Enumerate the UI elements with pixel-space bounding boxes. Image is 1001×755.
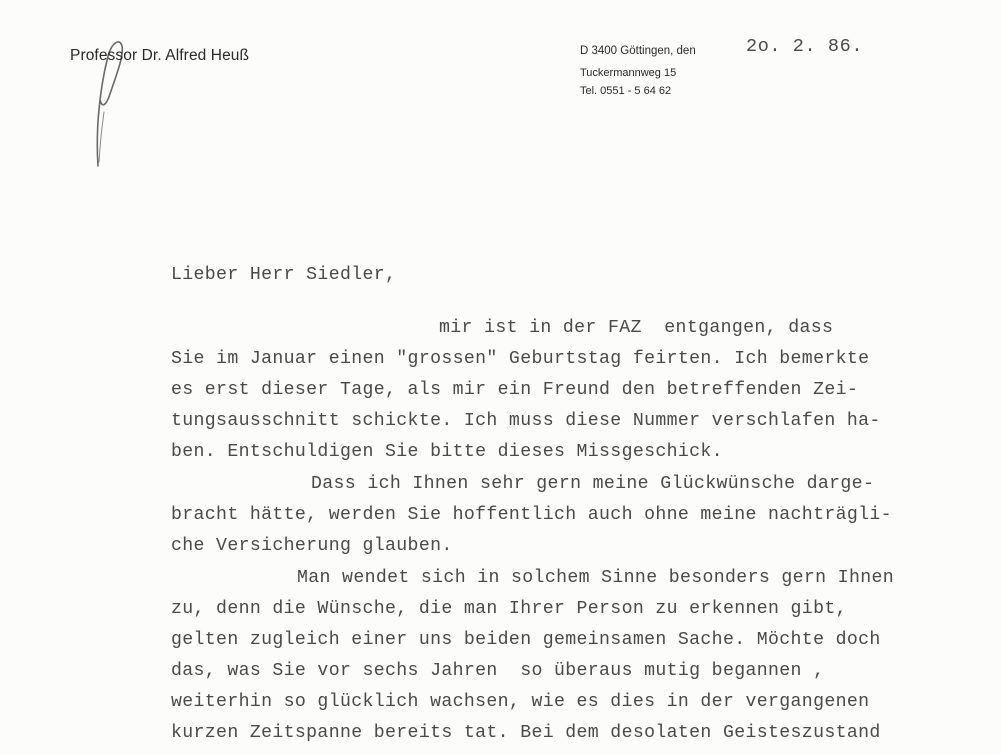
letterhead-city-line: D 3400 Göttingen, den <box>580 45 696 57</box>
letter-date: 2o. 2. 86. <box>746 36 864 57</box>
body-line: Sie im Januar einen "grossen" Geburtstag feirten. Ich bemerkte <box>171 349 870 369</box>
body-line: che Versicherung glauben. <box>171 536 453 556</box>
body-line: weiterhin so glücklich wachsen, wie es dies in der vergangenen <box>171 692 870 712</box>
body-line: es erst dieser Tage, als mir ein Freund den betreffenden Zei- <box>171 380 859 400</box>
body-line: tungsausschnitt schickte. Ich muss diese Nummer verschlafen ha- <box>171 411 881 431</box>
body-line: kurzen Zeitspanne bereits tat. Bei dem desolaten Geisteszustand <box>171 723 881 743</box>
body-line: Dass ich Ihnen sehr gern meine Glückwünsche darge- <box>311 474 875 494</box>
letterhead-name: Professor Dr. Alfred Heuß <box>70 47 250 64</box>
body-line: bracht hätte, werden Sie hoffentlich auch ohne meine nachträgli- <box>171 505 892 525</box>
body-line: zu, denn die Wünsche, die man Ihrer Person zu erkennen gibt, <box>171 599 847 619</box>
salutation: Lieber Herr Siedler, <box>171 265 397 285</box>
body-line: das, was Sie vor sechs Jahren so überaus mutig begannen , <box>171 661 825 681</box>
letterhead-street: Tuckermannweg 15 <box>580 67 677 79</box>
body-line: Man wendet sich in solchem Sinne besonders gern Ihnen <box>297 568 895 588</box>
body-line: gelten zugleich einer uns beiden gemeinsamen Sache. Möchte doch <box>171 630 881 650</box>
body-line: mir ist in der FAZ entgangen, dass <box>439 318 834 338</box>
letterhead-phone: Tel. 0551 - 5 64 62 <box>580 85 672 97</box>
body-line: ben. Entschuldigen Sie bitte dieses Missgeschick. <box>171 442 723 462</box>
